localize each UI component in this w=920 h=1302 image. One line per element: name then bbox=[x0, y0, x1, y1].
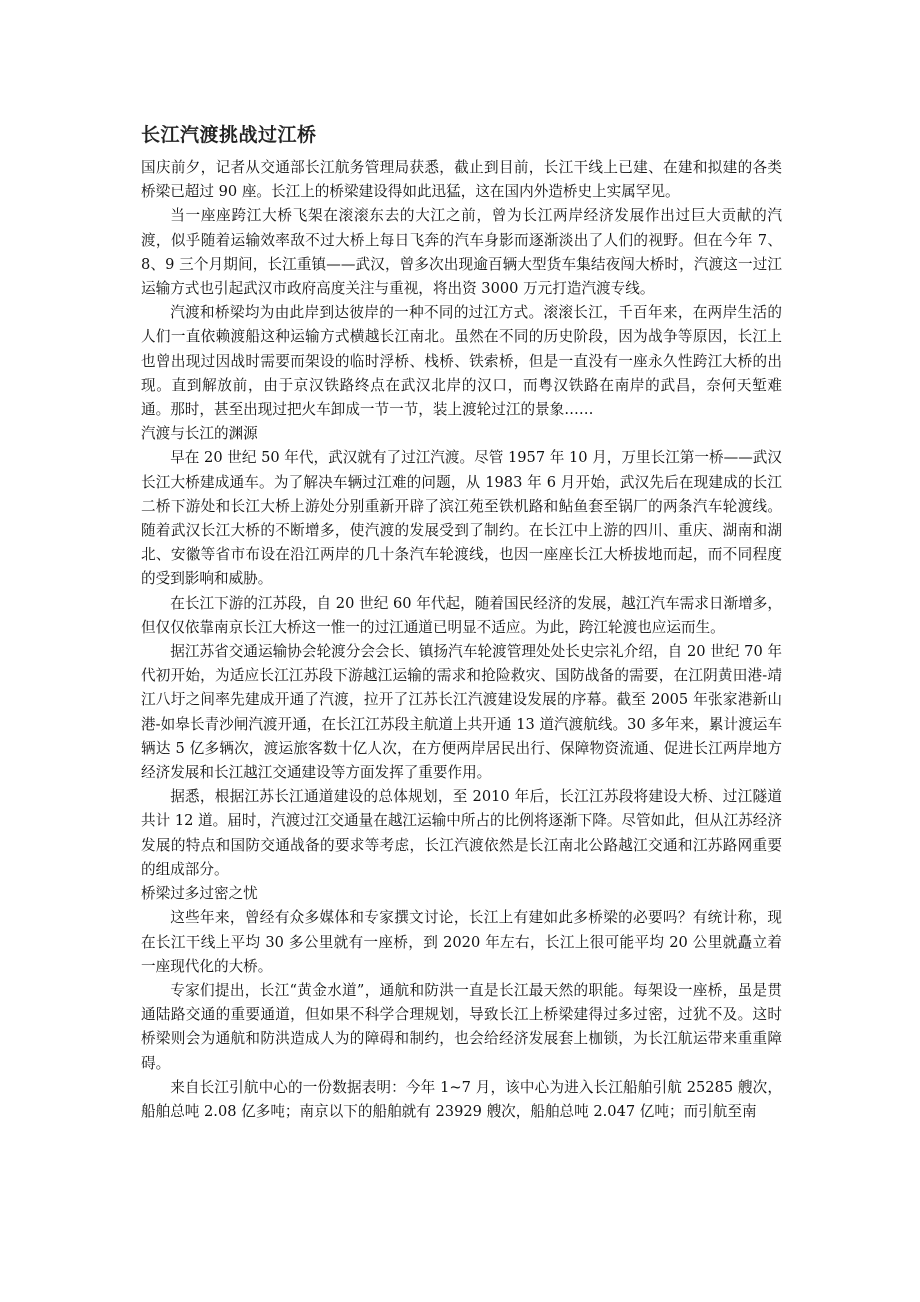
paragraph: 汽渡和桥梁均为由此岸到达彼岸的一种不同的过江方式。滚滚长江，千百年来，在两岸生活的人们一直依赖渡船这种运输方式横越长江南北。虽然在不同的历史阶段，因为战争等原因，长江上也曾出现过因战时需要而架设的临时浮桥、栈桥、铁索桥，但是一直没有一座永久性跨江大桥的出现。直到解放前，由于京汉铁路终点在武汉北岸的汉口，而粤汉铁路在南岸的武昌，奈何天堑难通。那时，甚至出现过把火车卸成一节一节，装上渡轮过江的景象…… bbox=[141, 304, 782, 419]
section-heading: 汽渡与长江的渊源 bbox=[141, 425, 258, 443]
paragraph: 来自长江引航中心的一份数据表明：今年 1~7 月，该中心为进入长江船舶引航 25285 艘次，船舶总吨 2.08 亿多吨；南京以下的船舶就有 23929 艘次，船舶总吨 2.047 亿吨；而引航至南 bbox=[141, 1078, 782, 1120]
article-title: 长江汽渡挑战过江桥 bbox=[141, 124, 317, 146]
paragraph: 专家们提出，长江“黄金水道”，通航和防洪一直是长江最天然的职能。每架设一座桥，虽是贯通陆路交通的重要通道，但如果不科学合理规划，导致长江上桥梁建得过多过密，过犹不及。这时桥梁则会为通航和防洪造成人为的障碍和制约，也会给经济发展套上枷锁，为长江航运带来重重障碍。 bbox=[141, 981, 782, 1072]
article-body bbox=[141, 156, 782, 1124]
paragraph: 据悉，根据江苏长江通道建设的总体规划，至 2010 年后，长江江苏段将建设大桥、过江隧道共计 12 道。届时，汽渡过江交通量在越江运输中所占的比例将逐渐下降。尽管如此，但从江苏经济发展的特点和国防交通战备的要求等考虑，长江汽渡依然是长江南北公路越江交通和江苏路网重要的组成部分。 bbox=[141, 788, 782, 878]
article bbox=[141, 120, 782, 1124]
paragraph: 这些年来，曾经有众多媒体和专家撰文讨论，长江上有建如此多桥梁的必要吗？有统计称，现在长江干线上平均 30 多公里就有一座桥，到 2020 年左右，长江上很可能平均 20 公里就矗立着一座现代化的大桥。 bbox=[141, 909, 782, 975]
paragraph: 在长江下游的江苏段，自 20 世纪 60 年代起，随着国民经济的发展，越江汽车需求日渐增多，但仅仅依靠南京长江大桥这一惟一的过江通道已明显不适应。为此，跨江轮渡也应运而生。 bbox=[141, 594, 782, 636]
paragraph: 据江苏省交通运输协会轮渡分会会长、镇扬汽车轮渡管理处处长史宗礼介绍，自 20 世纪 70 年代初开始，为适应长江江苏段下游越江运输的需求和抢险救灾、国防战备的需要，在江阴黄田港-靖江八圩之间率先建成开通了汽渡，拉开了江苏长江汽渡建设发展的序幕。截至 2005 年张家港新山港-如皋长青沙闸汽渡开通，在长江江苏段主航道上共开通 13 道汽渡航线。30 多年来，累计渡运车辆达 5 亿多辆次，渡运旅客数十亿人次，在方便两岸居民出行、保障物资流通、促进长江两岸地方经济发展和长江越江交通建设等方面发挥了重要作用。 bbox=[141, 643, 782, 782]
section-heading: 桥梁过多过密之忧 bbox=[141, 885, 258, 903]
paragraph: 国庆前夕，记者从交通部长江航务管理局获悉，截止到目前，长江干线上已建、在建和拟建的各类桥梁已超过 90 座。长江上的桥梁建设得如此迅猛，这在国内外造桥史上实属罕见。 bbox=[141, 159, 782, 201]
paragraph: 当一座座跨江大桥飞架在滚滚东去的大江之前，曾为长江两岸经济发展作出过巨大贡献的汽渡，似乎随着运输效率敌不过大桥上每日飞奔的汽车身影而逐渐淡出了人们的视野。但在今年 7、8、9 三个月期间，长江重镇——武汉，曾多次出现逾百辆大型货车集结夜闯大桥时，汽渡这一过江运输方式也引起武汉市政府高度关注与重视，将出资 3000 万元打造汽渡专线。 bbox=[141, 207, 782, 298]
paragraph: 早在 20 世纪 50 年代，武汉就有了过江汽渡。尽管 1957 年 10 月，万里长江第一桥——武汉长江大桥建成通车。为了解决车辆过江难的问题，从 1983 年 6 月开始，武汉先后在现建成的长江二桥下游处和长江大桥上游处分别重新开辟了滨江苑至铁机路和鲇鱼套至锅厂的两条汽车轮渡线。随着武汉长江大桥的不断增多，使汽渡的发展受到了制约。在长江中上游的四川、重庆、湖南和湖北、安徽等省市布设在沿江两岸的几十条汽车轮渡线，也因一座座长江大桥拔地而起，而不同程度的受到影响和威胁。 bbox=[141, 449, 782, 588]
